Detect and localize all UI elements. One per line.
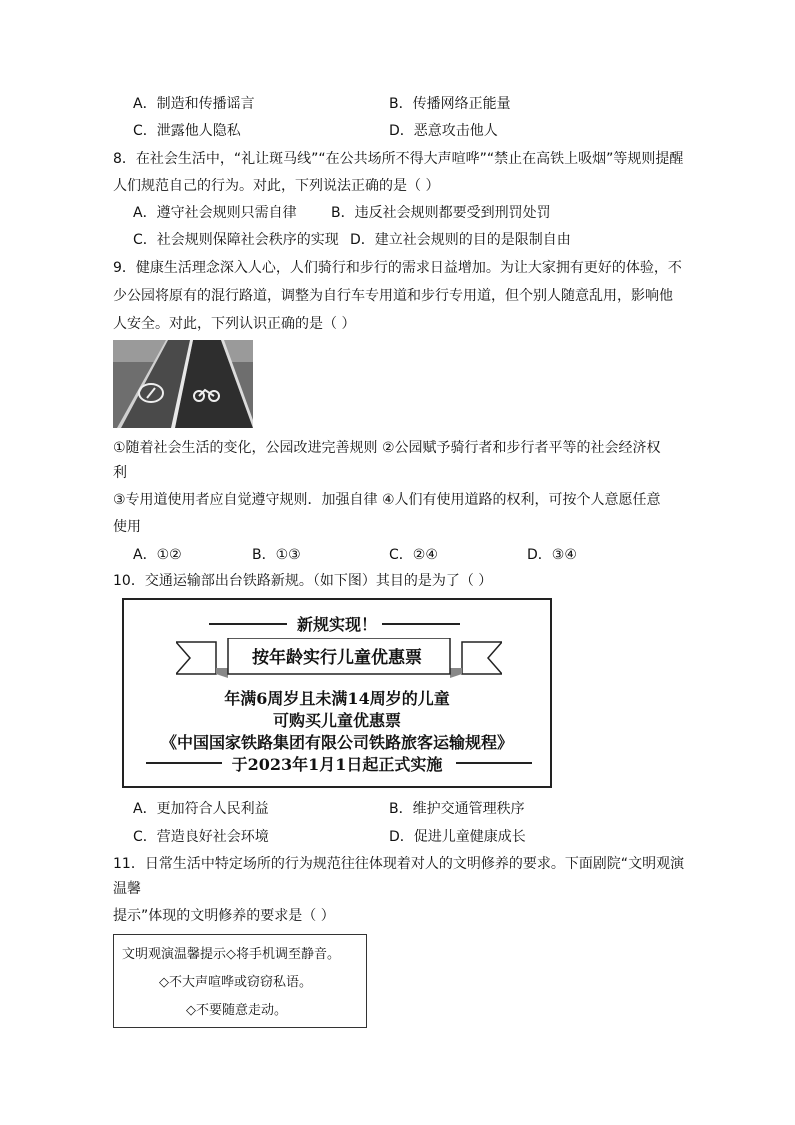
tip-line-1: 文明观演温馨提示◇将手机调至静音。: [122, 947, 340, 962]
q7-option-a: A．制造和传播谣言: [133, 96, 255, 112]
q10-option-a: A．更加符合人民利益: [133, 801, 269, 817]
railway-notice: [122, 598, 552, 788]
q10-option-d: D．促进儿童健康成长: [389, 829, 526, 845]
tip-line-3: ◇不要随意走动。: [186, 1003, 287, 1018]
q9-stem-line1: 9．健康生活理念深入人心，人们骑行和步行的需求日益增加。为让大家拥有更好的体验，不: [113, 260, 682, 276]
q8-option-d: D．建立社会规则的目的是限制自由: [350, 232, 571, 248]
q9-stem-line2: 少公园将原有的混行路道，调整为自行车专用道和步行专用道，但个别人随意乱用，影响他: [113, 288, 673, 304]
notice-line-2: 可购买儿童优惠票: [272, 711, 401, 730]
q7-option-c: C．泄露他人隐私: [133, 123, 241, 139]
footer-rule-right: [456, 762, 532, 764]
q9-option-a: A．①②: [133, 547, 182, 563]
q7-option-d: D．恶意攻击他人: [389, 123, 498, 139]
q11-stem-line3: 提示”体现的文明修养的要求是（ ）: [113, 908, 335, 924]
notice-title: 新规实现！: [296, 615, 377, 634]
notice-line-4: 于2023年1月1日起正式实施: [231, 755, 443, 774]
tip-line-2: ◇不大声喧哗或窃窃私语。: [159, 975, 312, 990]
ribbon-text: 按年龄实行儿童优惠票: [252, 648, 422, 668]
q9-option-d: D．③④: [527, 547, 577, 563]
q7-option-b: B．传播网络正能量: [389, 96, 511, 112]
q10-option-c: C．营造良好社会环境: [133, 829, 269, 845]
q8-stem-line2: 人们规范自己的行为。对此，下列说法正确的是（ ）: [113, 178, 440, 194]
q10-option-b: B．维护交通管理秩序: [389, 801, 525, 817]
q8-option-a: A．遵守社会规则只需自律: [133, 205, 297, 221]
q8-stem-line1: 8．在社会生活中，“礼让斑马线”“在公共场所不得大声喧哗”“禁止在高铁上吸烟”等规则提醒: [113, 151, 684, 167]
q8-option-c: C．社会规则保障社会秩序的实现: [133, 232, 339, 248]
title-rule-right: [382, 623, 460, 625]
q9-option-b: B．①③: [252, 547, 301, 563]
q11-stem-line2: 温馨: [113, 881, 141, 897]
q10-stem: 10．交通运输部出台铁路新规。（如下图）其目的是为了（ ）: [113, 573, 493, 589]
q11-stem-line1: 11．日常生活中特定场所的行为规范往往体现着对人的文明修养的要求。下面剧院“文明观演: [113, 856, 685, 872]
q9-stem-line3: 人安全。对此，下列认识正确的是（ ）: [113, 316, 356, 332]
theater-tips-box: [113, 934, 367, 1028]
q9-statement-4-cont: 使用: [113, 519, 141, 535]
q9-statement-2-cont: 利: [113, 465, 127, 481]
notice-line-3: 《中国国家铁路集团有限公司铁路旅客运输规程》: [160, 733, 513, 752]
q8-option-b: B．违反社会规则都要受到刑罚处罚: [331, 205, 551, 221]
q9-statement-3-4: ③专用道使用者应自觉遵守规则．加强自律 ④人们有使用道路的权利，可按个人意愿任意: [113, 492, 661, 508]
notice-line-1: 年满6周岁且未满14周岁的儿童: [224, 689, 450, 708]
q9-option-c: C．②④: [389, 547, 438, 563]
q9-statement-1-2: ①随着社会生活的变化，公园改进完善规则 ②公园赋予骑行者和步行者平等的社会经济权: [113, 440, 661, 456]
bike-lane-photo: [113, 340, 253, 428]
